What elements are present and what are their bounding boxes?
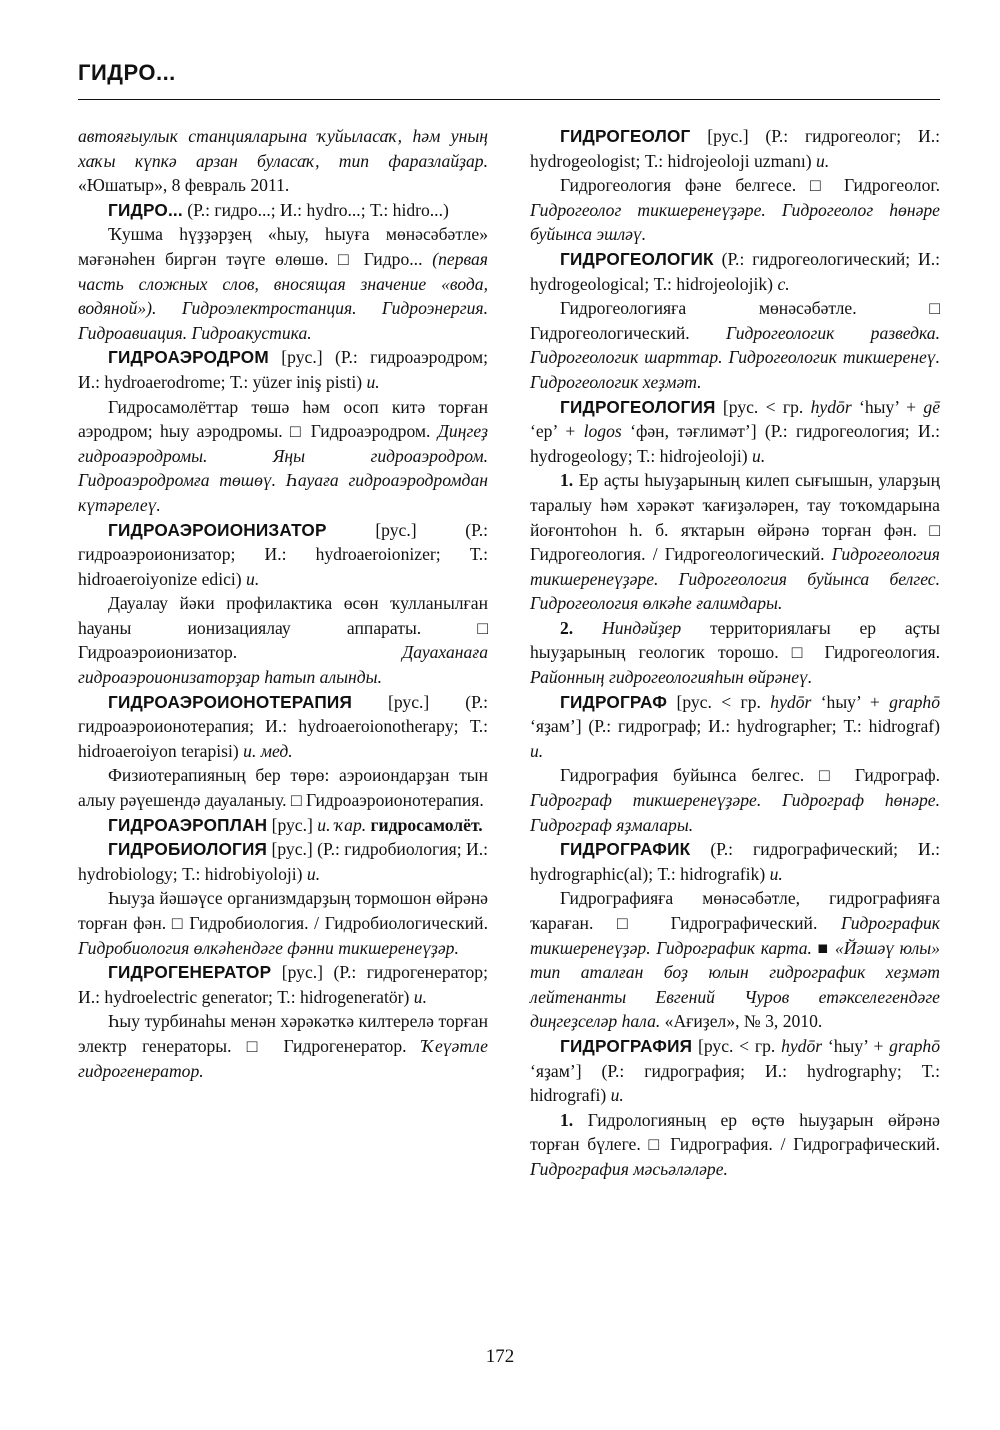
entry-gidro-header [78, 198, 488, 223]
examples: Гидробиология өлкәһендәге фәнни тикшеренеүҙәр. [78, 937, 459, 958]
etymology: ‘һыу’ + [851, 396, 924, 417]
definition: Ер аҫты һыуҙарының килеп сығышын, уларҙың таралыу һәм хәрәкәт ҡағиҙәләрен, тау тоҡомдарына йоғонтоһон һ. б. яҡтарын өйрәнә торған фән. □ Гидрогеология. / Гидрогеологический. [530, 470, 940, 565]
definition: территориялағы ер аҫты һыуҙарының геологик торошо. □ Гидрогеология. [530, 617, 940, 663]
etymon: logos [583, 421, 622, 442]
definition: Һыу турбинаһы менән хәрәкәткә килтерелә торған электр генераторы. □ Гидрогенератор. [78, 1011, 488, 1056]
quote-marker: ■ [811, 937, 835, 958]
entry-gidrogenerator-header [78, 960, 488, 1009]
examples: Гидрография мәсьәләләре. [530, 1158, 728, 1179]
sense-number: 1. [560, 470, 574, 491]
quotation: «Йәшәү юлы» тип аталған боҙ юлын гидрографик хеҙмәт лейтенанты Евгений Чуров етәкселегендәге диңгеҙселәр һала. [530, 937, 940, 1032]
entry-continuation [78, 124, 488, 198]
etymon: hydōr [810, 396, 852, 417]
example-text: автояғыулык станцияларына ҡуйыласаҡ, һәм уның хаҡы күпкә арзан буласаҡ, тип фаразлайҙар. [78, 126, 488, 171]
definition: Ҡушма һүҙҙәрҙең «һыу, һыуға мөнәсәбәтле» мәғәнәһен биргән тәүге өлөшө. □ Гидро... [78, 224, 488, 269]
entry-gidrogeolog-header [530, 124, 940, 173]
right-column [530, 124, 940, 1182]
etymon: hydōr [781, 1035, 823, 1056]
definition: Гидрография буйынса белгес. □ Гидрограф. [560, 765, 940, 786]
definition: Гидрографияға мөнәсәбәтле, гидрографияға ҡараған. □ Гидрографический. [530, 888, 940, 933]
etymology: ‘һыу’ + [822, 1035, 890, 1056]
headword: ГИДРОАЭРОДРОМ [108, 347, 269, 368]
headword: ГИДРО... [108, 199, 183, 220]
etymon: hydōr [770, 691, 812, 712]
etymology: [рус.] (Р.: гидрогенератор; И.: hydroelectric generator; Т.: hidrogeneratör) [78, 962, 488, 1007]
entry-gidroaerodrom-definition [78, 395, 488, 518]
entry-gidrogeolog-definition [530, 173, 940, 247]
etymon: gē [923, 396, 940, 417]
headword: ГИДРОГЕОЛОГИК [560, 248, 714, 269]
headword: ГИДРОГЕОЛОГ [560, 126, 691, 146]
running-head: ГИДРО... [78, 60, 176, 85]
examples: Гидрогеологик разведка. Гидрогеологик шарттар. Гидрогеологик тикшеренеү. Гидрогеологик хеҙмәт. [530, 322, 941, 392]
pos-label: с. [777, 273, 790, 294]
etymology: [рус. < гр. [715, 396, 811, 417]
headword: ГИДРОБИОЛОГИЯ [108, 839, 268, 860]
headword: ГИДРОГЕОЛОГИЯ [560, 396, 716, 417]
etymology: (Р.: гидро...; И.: hydro...; Т.: hidro...) [182, 199, 449, 220]
entry-gidroaeroionizator-header [78, 518, 488, 592]
etymology: ‘ер’ + [530, 421, 584, 442]
entry-gidrograf-definition [530, 763, 940, 837]
examples: Диңгеҙ гидроаэродромы. Яңы гидроаэродром. Гидроаэродромға төшөү. Һауаға гидроаэродромдан күтәрелеү. [78, 421, 488, 515]
pos-label: и. [306, 863, 321, 884]
pos-label: и. [246, 568, 260, 589]
entry-gidrografiya-sense-1 [530, 1108, 940, 1182]
pos-label: и. [366, 371, 380, 392]
definition: Һыуҙа йәшәүсе организмдарҙың тормошон өйрәнә торған фән. □ Гидробиология. / Гидробиологический. [78, 888, 488, 933]
etymology: ‘яҙам’] (Р.: гидрография; И.: hydrography; Т.: hidrografi) [530, 1060, 940, 1106]
entry-gidroaeroplan [78, 813, 488, 838]
headword: ГИДРОГРАФИЯ [560, 1035, 693, 1056]
examples: (первая часть сложных слов, вносящая значение «вода, водяной»). Гидроэлектростанция. Гидроэнергия. Гидроавиация. Гидроакустика. [78, 248, 488, 343]
headword: ГИДРОАЭРОИОНИЗАТОР [108, 519, 327, 540]
entry-gidro-definition [78, 222, 488, 345]
entry-gidrografik-definition [530, 886, 940, 1034]
definition: Гидрологияның ер өҫтө һыуҙарын өйрәнә торған бүлеге. □ Гидрография. / Гидрографический. [530, 1109, 940, 1155]
entry-gidrogeologiya-sense-1 [530, 468, 940, 616]
definition: Гидросамолёттар төшә һәм осоп китә торған аэродром; һыу аэродромы. □ Гидроаэродром. [78, 396, 488, 442]
pos-label: и. [769, 863, 783, 884]
etymology: ‘һыу’ + [811, 691, 890, 712]
entry-gidrogeologiya-sense-2 [530, 616, 940, 690]
examples: Гидрограф тикшеренеүҙәре. Гидрограф һөнәре. Гидрограф яҙмалары. [530, 790, 940, 835]
citation: «Ағиҙел», № 3, 2010. [660, 1011, 823, 1032]
etymon: graphō [889, 1035, 941, 1056]
etymology: [рус.] [267, 814, 318, 835]
page-number: 172 [485, 1346, 515, 1367]
definition: Дауалау йәки профилактика өсөн ҡулланылған һауаны ионизациялау аппараты. □ Гидроаэроионизатор. [78, 593, 488, 663]
examples: Гидрогеолог тикшеренеүҙәре. Гидрогеолог һөнәре буйынса эшләү. [530, 199, 940, 245]
etymology: ‘яҙам’] (Р.: гидрограф; И.: hydrographer; Т.: hidrograf) [530, 716, 940, 737]
etymology: ‘фән, тәғлимәт’] (Р.: гидрогеология; И.: hydrogeology; Т.: hidrojeoloji) [530, 421, 940, 466]
etymology: [рус.] (Р.: гидроаэроионизатор; И.: hydroaeroionizer; Т.: hidroaeroiyonize edici) [78, 519, 488, 589]
headword: ГИДРОГРАФ [560, 691, 668, 712]
entry-gidroaeroionizator-definition [78, 591, 488, 689]
sense-number: 1. [560, 1109, 574, 1130]
pos-label: и. ҡар. [317, 814, 367, 835]
pos-label: и. [610, 1085, 624, 1106]
entry-gidrobiologiya-definition [78, 886, 488, 960]
sense-number: 2. [560, 617, 574, 638]
etymology: [рус. < гр. [667, 691, 771, 712]
cross-reference: гидросамолёт. [366, 814, 483, 835]
etymology: (Р.: гидрогеологический; И.: hydrogeological; Т.: hidrojeolojik) [530, 248, 940, 294]
header-rule [78, 99, 940, 100]
entry-gidroaerodrom-header [78, 345, 488, 394]
examples: Ҡеүәтле гидрогенератор. [78, 1035, 488, 1081]
citation: «Юшатыр», 8 февраль 2011. [78, 175, 290, 196]
etymology: (Р.: гидрографический; И.: hydrographic(al); Т.: hidrografik) [530, 839, 940, 884]
examples: Гидрографик тикшеренеүҙәр. Гидрографик карта. [530, 913, 940, 958]
examples: Дауаханаға гидроаэроионизаторҙар һатып алынды. [78, 642, 488, 688]
pos-label: и. [752, 445, 766, 466]
entry-gidrogeologik-header [530, 247, 940, 296]
etymon: graphō [889, 691, 940, 712]
headword: ГИДРОАЭРОПЛАН [108, 814, 268, 835]
pos-label: и. [530, 740, 544, 761]
entry-gidrograf-header [530, 690, 940, 764]
etymology: [рус. < гр. [692, 1035, 782, 1056]
left-column [78, 124, 488, 1083]
headword: ГИДРОГЕНЕРАТОР [108, 962, 272, 983]
definition: Физиотерапияның бер төрө: аэроиондарҙан тын алыу рәүешендә дауаланыу. □ Гидроаэроионотерапия. [78, 765, 488, 811]
definition-italic: Ниндәйҙер [573, 617, 682, 638]
definition: Гидрогеология фәне белгесе. □ Гидрогеолог. [560, 175, 940, 196]
entry-gidrogeologik-definition [530, 296, 940, 394]
examples: Районның гидрогеологияһын өйрәнеү. [530, 667, 813, 688]
examples: Гидрогеология тикшеренеүҙәре. Гидрогеология буйынса белгес. Гидрогеология өлкәһе ғалимдары. [530, 544, 940, 614]
pos-label: и. [816, 150, 830, 171]
pos-label: и. [413, 986, 427, 1007]
entry-gidrogeologiya-header [530, 395, 940, 469]
entry-gidrobiologiya-header [78, 837, 488, 886]
headword: ГИДРОАЭРОИОНОТЕРАПИЯ [108, 691, 353, 712]
entry-gidrogenerator-definition [78, 1009, 488, 1083]
definition: Гидрогеологияға мөнәсәбәтле. □ Гидрогеологический. [530, 298, 940, 343]
entry-gidroaeroionoterapiya-definition [78, 763, 488, 812]
entry-gidrografiya-header [530, 1034, 940, 1108]
etymology: [рус.] (Р.: гидробиология; И.: hydrobiology; Т.: hidrobiyoloji) [78, 839, 488, 884]
pos-label: и. мед. [243, 740, 293, 761]
entry-gidroaeroionoterapiya-header [78, 690, 488, 764]
entry-gidrografik-header [530, 837, 940, 886]
etymology: [рус.] (Р.: гидрогеолог; И.: hydrogeologist; Т.: hidrojeoloji uzmanı) [530, 126, 940, 171]
etymology: [рус.] (Р.: гидроаэроионотерапия; И.: hydroaeroionotherapy; Т.: hidroaeroiyon terapisi) [78, 691, 488, 761]
headword: ГИДРОГРАФИК [560, 839, 691, 860]
etymology: [рус.] (Р.: гидроаэродром; И.: hydroaerodrome; Т.: yüzer iniş pisti) [78, 347, 488, 392]
